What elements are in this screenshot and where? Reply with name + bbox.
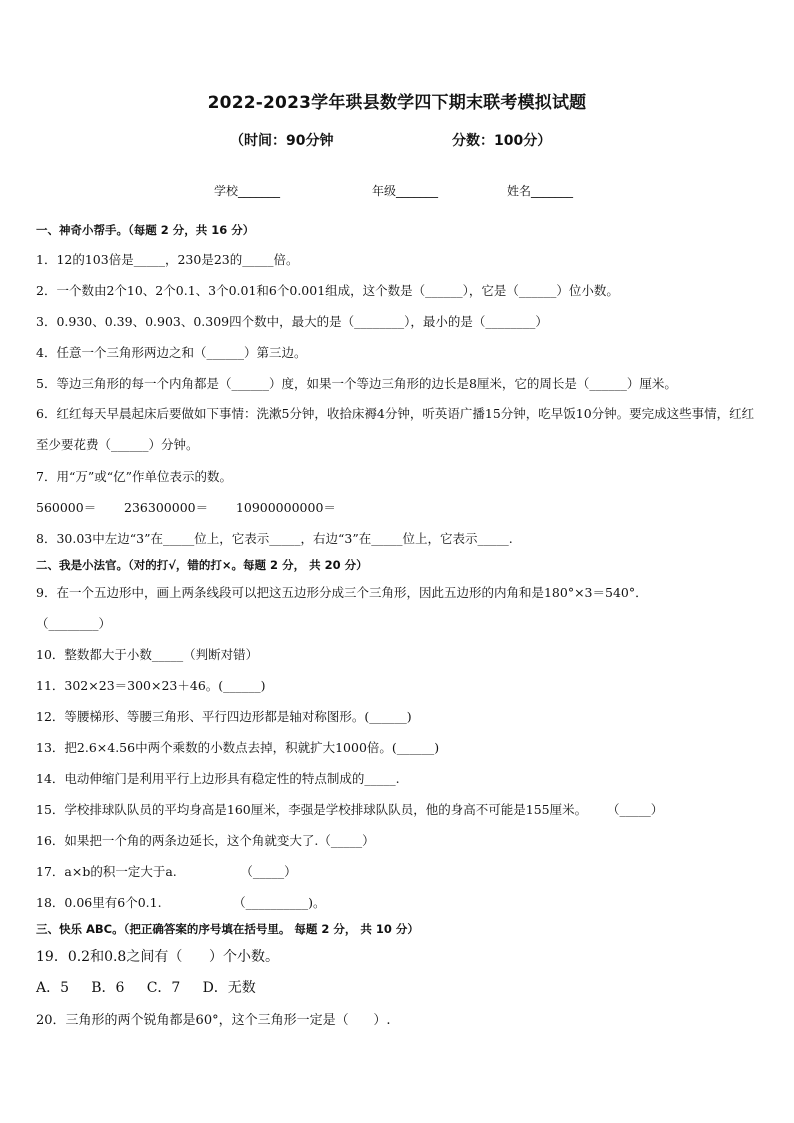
- section-2-heading: 二、我是小法官。（对的打√，错的打×。每题 2 分， 共 20 分）: [36, 558, 368, 572]
- question-19-options: A．5 B．6 C．7 D．无数: [36, 980, 256, 996]
- question-17: 17．a×b的积一定大于a. （_____）: [36, 864, 297, 879]
- name-field[interactable]: 姓名_______: [507, 184, 574, 198]
- question-9: 9．在一个五边形中，画上两条线段可以把这五边形分成三个三角形，因此五边形的内角和是180°×3＝540°．: [36, 585, 648, 600]
- question-5: 5．等边三角形的每一个内角都是（______）度，如果一个等边三角形的边长是8厘米，它的周长是（______）厘米。: [36, 376, 677, 391]
- question-8: 8．30.03中左边“3”在_____位上，它表示_____，右边“3”在_____位上，它表示_____.: [36, 531, 513, 546]
- school-field[interactable]: 学校_______: [214, 184, 281, 198]
- question-7-blanks: 560000＝ 236300000＝ 10900000000＝: [36, 500, 336, 515]
- section-1-heading: 一、神奇小帮手。（每题 2 分，共 16 分）: [36, 223, 255, 237]
- question-1: 1．12的103倍是_____，230是23的_____倍。: [36, 252, 299, 267]
- question-20: 20．三角形的两个锐角都是60°，这个三角形一定是（ ）.: [36, 1013, 391, 1028]
- section-3-heading: 三、快乐 ABC。（把正确答案的序号填在括号里。 每题 2 分， 共 10 分）: [36, 922, 419, 936]
- question-19: 19．0.2和0.8之间有（ ）个小数。: [36, 949, 280, 965]
- question-7: 7．用“万”或“亿”作单位表示的数。: [36, 469, 233, 484]
- grade-field[interactable]: 年级_______: [372, 184, 439, 198]
- question-13: 13．把2.6×4.56中两个乘数的小数点去掉，积就扩大1000倍。(______): [36, 740, 440, 755]
- exam-score: 分数：100分）: [452, 133, 552, 149]
- question-16: 16．如果把一个角的两条边延长，这个角就变大了.（_____）: [36, 833, 375, 848]
- question-10: 10．整数都大于小数_____（判断对错）: [36, 647, 259, 662]
- question-14: 14．电动伸缩门是利用平行上边形具有稳定性的特点制成的_____.: [36, 771, 400, 786]
- question-18: 18．0.06里有6个0.1. （__________)。: [36, 895, 326, 910]
- question-12: 12．等腰梯形、等腰三角形、平行四边形都是轴对称图形。(______): [36, 709, 412, 724]
- question-15: 15．学校排球队队员的平均身高是160厘米，李强是学校排球队队员，他的身高不可能是155厘米。 （_____）: [36, 802, 664, 817]
- exam-time: （时间：90分钟: [230, 133, 334, 149]
- question-9-answer: （________）: [36, 616, 112, 631]
- question-3: 3．0.930、0.39、0.903、0.309四个数中，最大的是（________），最小的是（________）: [36, 314, 548, 329]
- question-4: 4．任意一个三角形两边之和（______）第三边。: [36, 345, 307, 360]
- question-11: 11．302×23＝300×23＋46。(______): [36, 678, 266, 693]
- question-6: 6．红红每天早晨起床后要做如下事情：洗漱5分钟，收拾床褥4分钟，听英语广播15分钟，吃早饭10分钟。要完成这些事情，红红至少要花费（______）分钟。: [36, 406, 755, 452]
- question-2: 2．一个数由2个10、2个0.1、3个0.01和6个0.001组成，这个数是（______），它是（______）位小数。: [36, 283, 619, 298]
- page-title: 2022-2023学年珙县数学四下期末联考模拟试题: [207, 93, 587, 113]
